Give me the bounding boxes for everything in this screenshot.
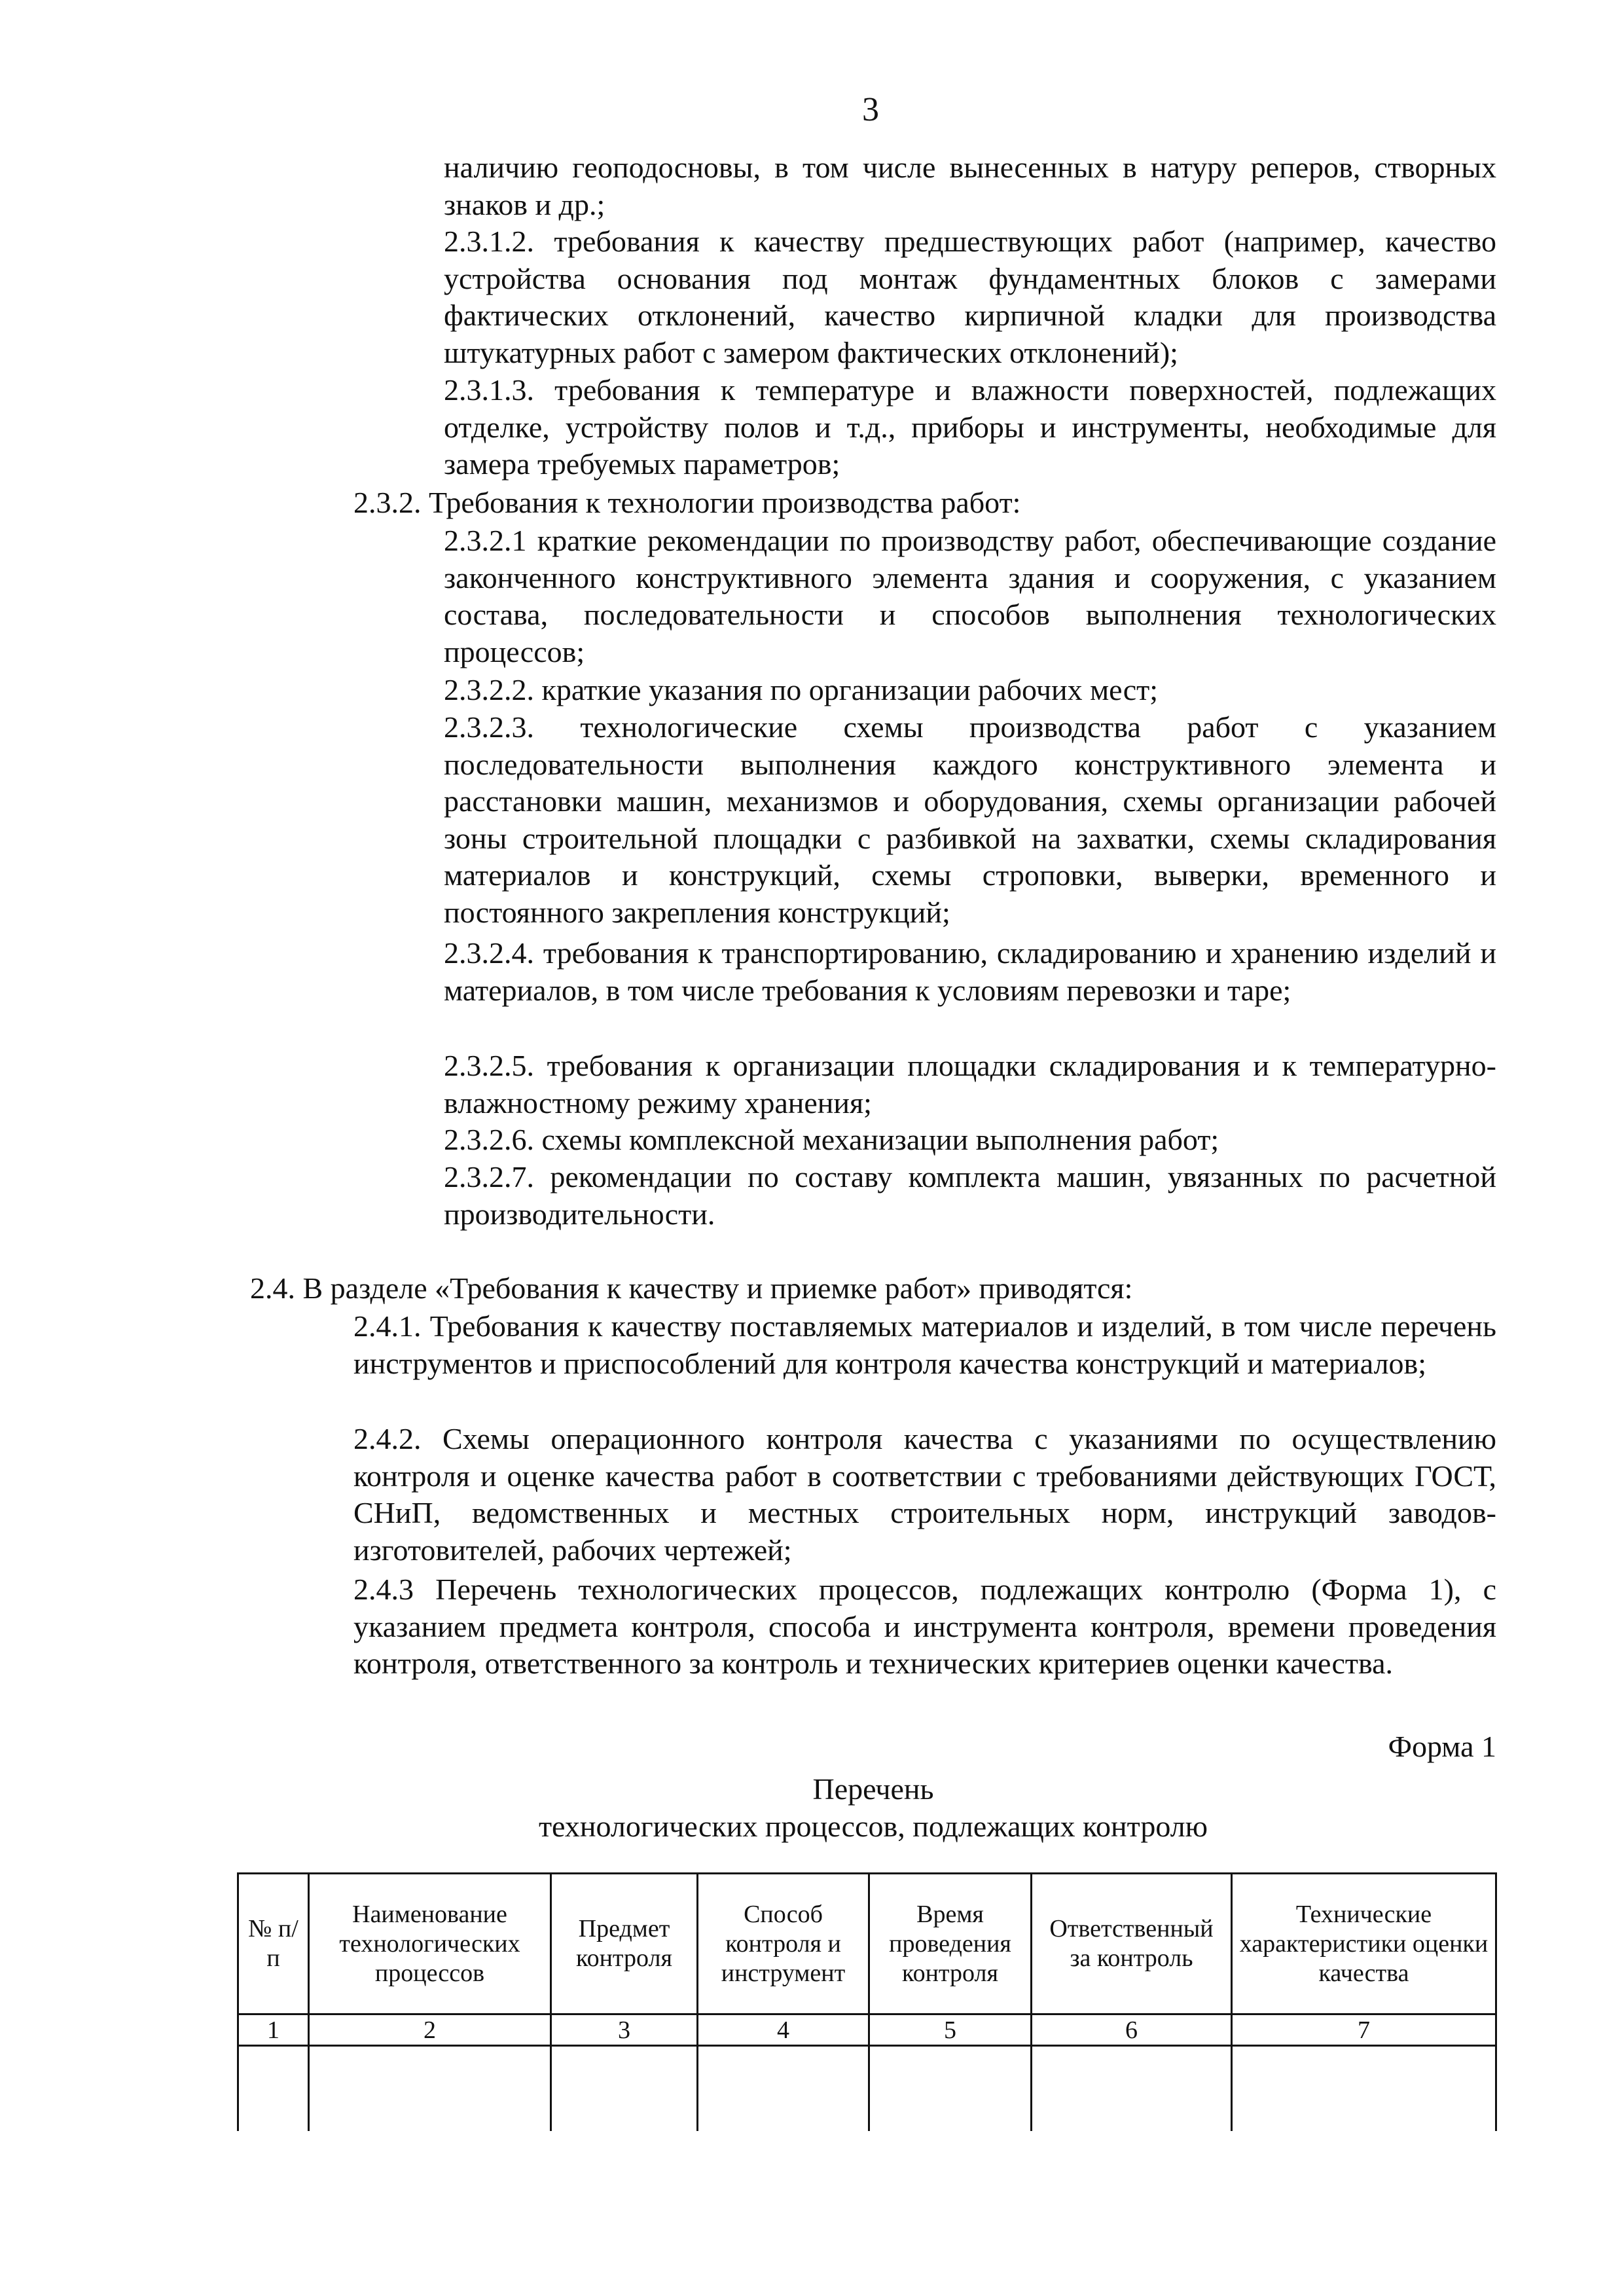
- column-header-control-time: Время проведения контроля: [869, 1874, 1032, 2014]
- column-header-quality-criteria: Технические характеристики оценки качества: [1232, 1874, 1496, 2014]
- table-header-row: [238, 1874, 1496, 2014]
- table-cell: [1232, 2046, 1496, 2131]
- paragraph-2-3-2-7: 2.3.2.7. рекомендации по составу комплекта машин, увязанных по расчетной производительности.: [444, 1160, 1496, 1231]
- paragraph-2-4: 2.4. В разделе «Требования к качеству и приемке работ» приводятся:: [250, 1271, 1133, 1305]
- column-number-2: 2: [309, 2014, 551, 2046]
- paragraph-2-3-2: 2.3.2. Требования к технологии производства работ:: [353, 486, 1021, 519]
- control-processes-table: [237, 1872, 1497, 2131]
- paragraph-2-3-1-3: 2.3.1.3. требования к температуре и влажности поверхностей, подлежащих отделке, устройству полов и т.д., приборы и инструменты, необходимые для замера требуемых параметров;: [444, 373, 1496, 481]
- table-cell: [238, 2046, 309, 2131]
- paragraph-2-4-3: 2.4.3 Перечень технологических процессов, подлежащих контролю (Форма 1), с указанием предмета контроля, способа и инструмента контроля, времени проведения контроля, ответственного за контроль и технических критериев оценки качества.: [353, 1573, 1496, 1680]
- column-header-responsible: Ответственный за контроль: [1032, 1874, 1232, 2014]
- table-cell: [869, 2046, 1032, 2131]
- paragraph-geobase: наличию геоподосновы, в том числе вынесенных в натуру реперов, створных знаков и др.;: [444, 151, 1496, 221]
- column-header-process-name: Наименование технологических процессов: [309, 1874, 551, 2014]
- paragraph-2-4-2: 2.4.2. Схемы операционного контроля качества с указаниями по осуществлению контроля и оценке качества работ в соответствии с требованиями действующих ГОСТ, СНиП, ведомственных и местных строительных норм, инструкций заводов-изготовителей, рабочих чертежей;: [353, 1422, 1496, 1567]
- page-number: 3: [862, 91, 879, 128]
- form-title: Перечень: [812, 1772, 934, 1806]
- form-label: Форма 1: [1388, 1730, 1496, 1763]
- paragraph-2-3-2-5: 2.3.2.5. требования к организации площадки складирования и к температурно-влажностному режиму хранения;: [444, 1049, 1496, 1120]
- paragraph-2-3-2-4: 2.3.2.4. требования к транспортированию, складированию и хранению изделий и материалов, в том числе требования к условиям перевозки и таре;: [444, 936, 1496, 1007]
- column-number-4: 4: [698, 2014, 869, 2046]
- column-header-number: № п/п: [238, 1874, 309, 2014]
- paragraph-2-3-2-3: 2.3.2.3. технологические схемы производства работ с указанием последовательности выполнения каждого конструктивного элемента и расстановки машин, механизмов и оборудования, схемы организации рабочей зоны строительной площадки с разбивкой на захватки, схемы складирования материалов и конструкций, схемы строповки, выверки, временного и постоянного закрепления конструкций;: [444, 710, 1496, 929]
- paragraph-2-3-1-2: 2.3.1.2. требования к качеству предшествующих работ (например, качество устройства основания под монтаж фундаментных блоков с замерами фактических отклонений, качество кирпичной кладки для производства штукатурных работ с замером фактических отклонений);: [444, 225, 1496, 369]
- column-number-7: 7: [1232, 2014, 1496, 2046]
- paragraph-2-3-2-1: 2.3.2.1 краткие рекомендации по производству работ, обеспечивающие создание законченного конструктивного элемента здания и сооружения, с указанием состава, последовательности и способов выполнения технологических процессов;: [444, 524, 1496, 668]
- table-cell: [1032, 2046, 1232, 2131]
- column-number-1: 1: [238, 2014, 309, 2046]
- table-cell: [309, 2046, 551, 2131]
- paragraph-2-4-1: 2.4.1. Требования к качеству поставляемых материалов и изделий, в том числе перечень инструментов и приспособлений для контроля качества конструкций и материалов;: [353, 1309, 1496, 1380]
- column-number-3: 3: [551, 2014, 698, 2046]
- form-subtitle: технологических процессов, подлежащих контролю: [538, 1810, 1208, 1843]
- table-cell: [698, 2046, 869, 2131]
- table-empty-row: [238, 2046, 1496, 2131]
- column-number-6: 6: [1032, 2014, 1232, 2046]
- paragraph-2-3-2-6: 2.3.2.6. схемы комплексной механизации выполнения работ;: [444, 1123, 1219, 1156]
- table-cell: [551, 2046, 698, 2131]
- column-header-control-subject: Предмет контроля: [551, 1874, 698, 2014]
- column-header-control-method: Способ контроля и инструмент: [698, 1874, 869, 2014]
- column-number-5: 5: [869, 2014, 1032, 2046]
- table-column-numbers-row: [238, 2014, 1496, 2046]
- paragraph-2-3-2-2: 2.3.2.2. краткие указания по организации рабочих мест;: [444, 673, 1159, 706]
